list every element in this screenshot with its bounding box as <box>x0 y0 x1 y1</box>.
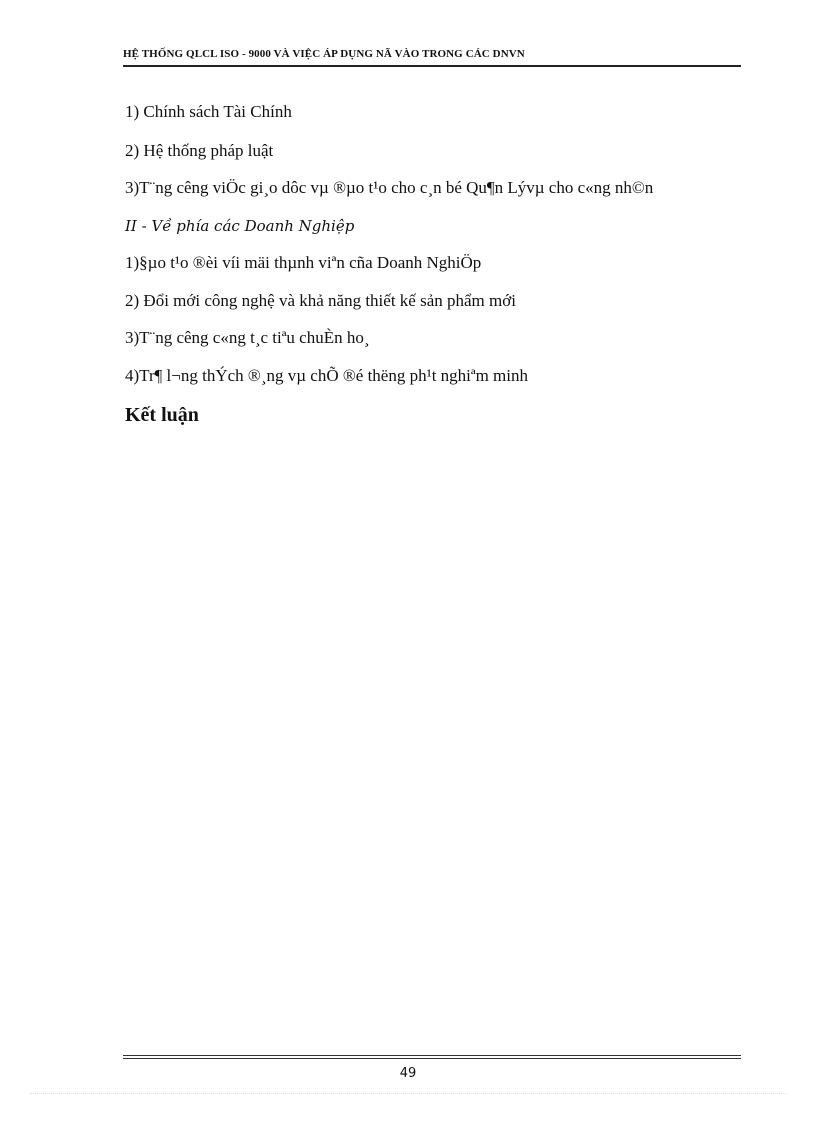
header-rule <box>123 65 741 67</box>
section-heading-enterprise: II - Về phía các Doanh Nghiệp <box>125 217 355 235</box>
enterprise-item-3: 3)T¨ng cêng c«ng t¸c tiªu chuÈn ho¸ <box>125 328 370 347</box>
conclusion-heading: Kết luận <box>125 404 199 426</box>
page-number: 49 <box>399 1066 417 1081</box>
policy-item-2: 2) Hệ thống pháp luật <box>125 141 274 160</box>
footer-rule-top <box>123 1055 741 1056</box>
policy-item-1: 1) Chính sách Tài Chính <box>125 102 292 121</box>
running-header: HỆ THỐNG QLCL ISO - 9000 VÀ VIỆC ÁP DỤNG NÃ VÀO TRONG CÁC DNVN <box>123 48 525 60</box>
policy-item-3: 3)T¨ng cêng viÖc gi¸o dôc vµ ®µo t¹o cho c¸n bé Qu¶n Lývµ cho c«ng nh©n <box>125 178 654 197</box>
enterprise-item-2: 2) Đổi mới công nghệ và khả năng thiết kế sản phẩm mới <box>125 291 516 310</box>
enterprise-item-1: 1)§µo t¹o ®èi víi mäi thµnh viªn cña Doanh NghiÖp <box>125 253 482 272</box>
page-bottom-border <box>30 1093 786 1094</box>
enterprise-item-4: 4)Tr¶ l¬ng thÝch ®¸ng vµ chÕ ®é thëng ph¹t nghiªm minh <box>125 366 528 385</box>
footer-rule-bottom <box>123 1058 741 1059</box>
